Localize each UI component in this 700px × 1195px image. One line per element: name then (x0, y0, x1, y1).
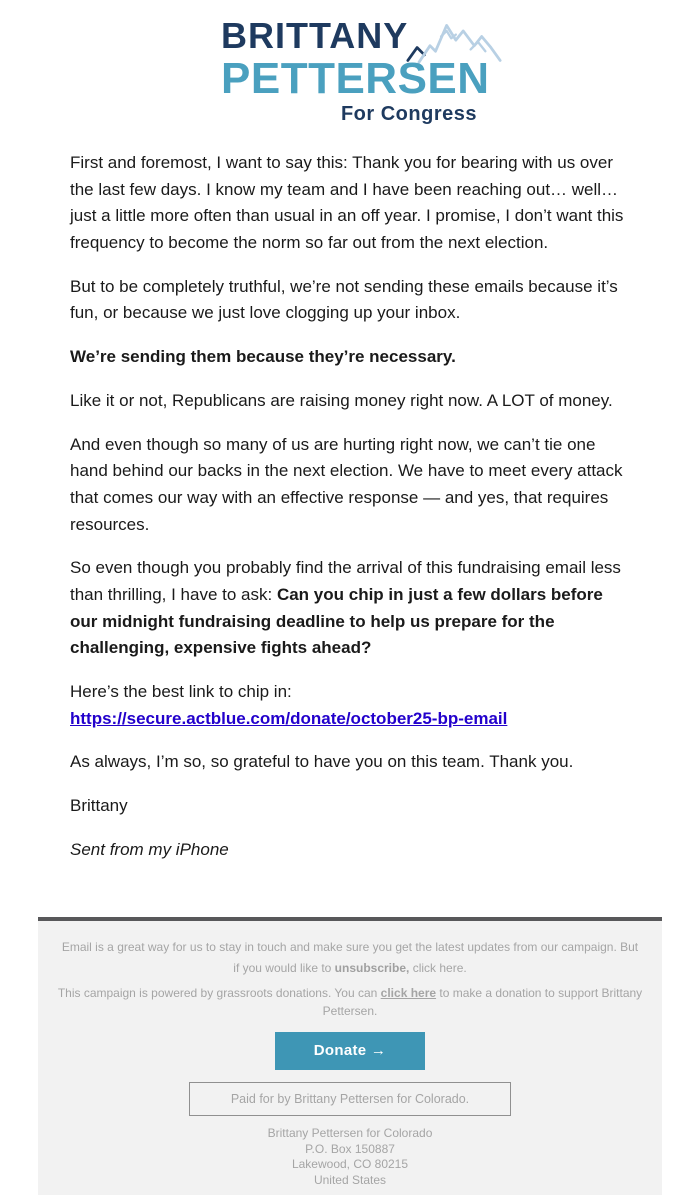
paragraph-truthful: But to be completely truthful, we’re not sending these emails because it’s fun, or because we just love clogging up your inbox. (70, 276, 618, 323)
chip-in-intro: Here’s the best link to chip in: (70, 682, 292, 701)
paragraph-chip-in (70, 679, 632, 732)
address-line-org: Brittany Pettersen for Colorado (267, 1126, 433, 1141)
address-line-pobox: P.O. Box 150887 (305, 1141, 395, 1156)
address-line-city: Lakewood, CO 80215 (291, 1157, 409, 1172)
footer-updates-text (61, 937, 639, 978)
unsubscribe-label: unsubscribe, (334, 960, 410, 975)
logo-first-name: BRITTANY (221, 15, 409, 56)
footer-grassroots-text (50, 984, 650, 1020)
address-line-country: United States (313, 1173, 387, 1187)
signature: Brittany (70, 796, 128, 816)
actblue-donation-link[interactable]: https://secure.actblue.com/donate/october25-bp-email (70, 708, 508, 728)
donate-button[interactable]: Donate → (275, 1032, 425, 1070)
email-footer (38, 917, 662, 1195)
campaign-logo (221, 15, 490, 126)
paragraph-grateful: As always, I’m so, so grateful to have you on this team. Thank you. (70, 752, 574, 772)
email-body (70, 150, 632, 863)
footer-grassroots-part2: to make a donation to support Brittany Pettersen. (322, 986, 643, 1019)
ask-bold-text: Can you chip in just a few dollars before our midnight fundraising deadline to help us prepare for the challenging, expensive fights ahead? (70, 584, 603, 658)
paragraph-republicans: Like it or not, Republicans are raising money right now. A LOT of money. (70, 390, 613, 410)
paragraph-intro: First and foremost, I want to say this: Thank you for bearing with us over the last few days. I know my team and I have been reaching out… well… just a little more often than usual in an off year. I promise, I don’t want this frequency to become the norm so far out from the next election. (70, 153, 624, 253)
footer-updates-part1: Email is a great way for us to stay in touch and make sure you get the latest updates from our campaign. But if you would like to (61, 940, 639, 975)
ask-regular-text: So even though you probably find the arrival of this fundraising email less than thrilling, I have to ask: (70, 558, 621, 604)
footer-grassroots-part1: This campaign is powered by grassroots donations. You can (57, 986, 381, 1001)
paragraph-ask (70, 555, 632, 662)
sent-from-iphone: Sent from my iPhone (70, 839, 229, 859)
logo-top-row (221, 16, 479, 54)
logo-tagline: For Congress (340, 103, 477, 125)
paid-for-text: Paid for by Brittany Pettersen for Colorado. (230, 1092, 470, 1107)
unsubscribe-link[interactable]: click here. (409, 960, 467, 975)
logo-last-name: PETTERSEN (221, 54, 490, 103)
paragraph-necessary: We’re sending them because they’re necessary. (70, 347, 456, 367)
paid-for-disclaimer (189, 1082, 511, 1116)
footer-donation-link[interactable]: click here (380, 986, 437, 1001)
paragraph-hurting: And even though so many of us are hurting right now, we can’t tie one hand behind our backs in the next election. We have to meet every attack that comes our way with an effective response — and yes, that requires resources. (70, 434, 623, 534)
campaign-address (38, 1126, 662, 1188)
